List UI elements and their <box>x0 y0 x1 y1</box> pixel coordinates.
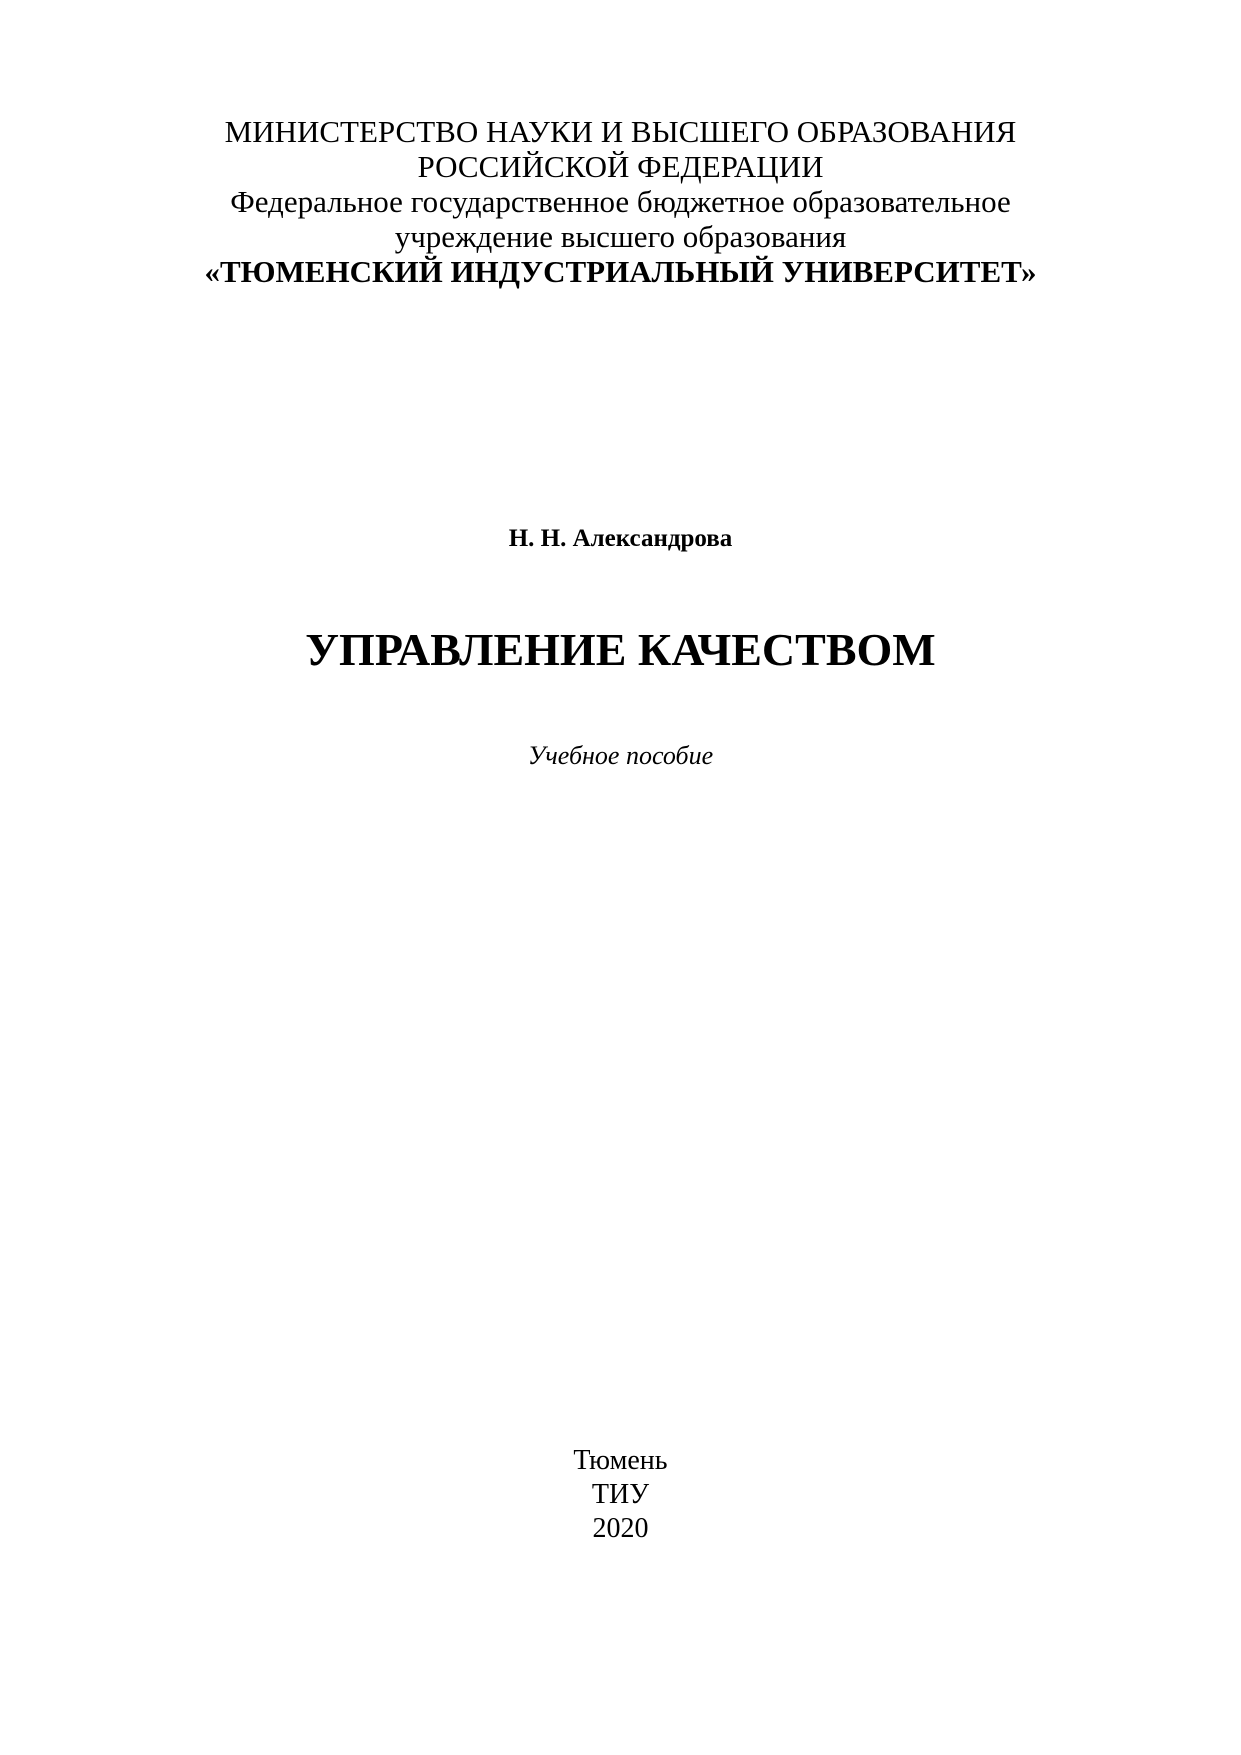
imprint-year: 2020 <box>592 1513 649 1544</box>
university-name: «ТЮМЕНСКИЙ ИНДУСТРИАЛЬНЫЙ УНИВЕРСИТЕТ» <box>204 254 1037 289</box>
ministry-line-1: МИНИСТЕРСТВО НАУКИ И ВЫСШЕГО ОБРАЗОВАНИЯ <box>224 114 1017 149</box>
document-subtitle: Учебное пособие <box>527 741 714 770</box>
institution-line-2: учреждение высшего образования <box>394 219 847 254</box>
document-title: УПРАВЛЕНИЕ КАЧЕСТВОМ <box>305 624 936 675</box>
imprint-city: Тюмень <box>573 1445 668 1476</box>
institution-header <box>0 114 1241 289</box>
imprint <box>0 1444 1241 1546</box>
ministry-line-2: РОССИЙСКОЙ ФЕДЕРАЦИИ <box>417 149 824 184</box>
imprint-publisher: ТИУ <box>591 1479 650 1510</box>
institution-line-1: Федеральное государственное бюджетное образовательное <box>230 184 1011 219</box>
author-name: Н. Н. Александрова <box>508 525 733 552</box>
